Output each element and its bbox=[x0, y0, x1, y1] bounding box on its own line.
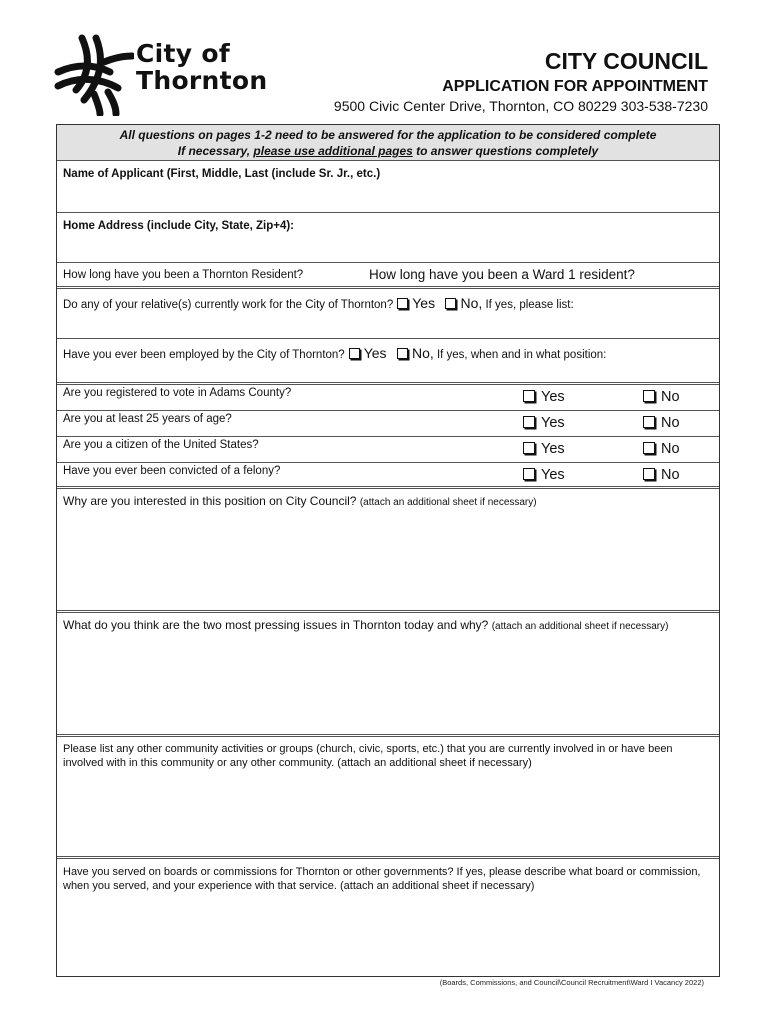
employment-question bbox=[63, 345, 606, 361]
activities-essay-field[interactable] bbox=[57, 737, 719, 859]
relatives-tail: If yes, please list: bbox=[485, 299, 574, 311]
yes-no-row-felony bbox=[57, 463, 719, 489]
interest-question bbox=[63, 494, 537, 508]
employment-yes-checkbox[interactable] bbox=[349, 348, 360, 359]
city-logo bbox=[54, 34, 294, 116]
yes-no-row-age bbox=[57, 411, 719, 437]
resident-duration-label: How long have you been a Thornton Resident? bbox=[63, 269, 304, 281]
additional-pages-text: please use additional pages bbox=[253, 144, 413, 158]
vote-yes-option[interactable] bbox=[523, 389, 565, 405]
relatives-question bbox=[63, 295, 574, 311]
application-form bbox=[56, 124, 720, 977]
applicant-name-label: Name of Applicant (First, Middle, Last (include Sr. Jr., etc.) bbox=[63, 168, 381, 180]
vote-no-checkbox[interactable] bbox=[643, 390, 655, 402]
interest-essay-field[interactable] bbox=[57, 489, 719, 613]
yes-no-row-citizen bbox=[57, 437, 719, 463]
thornton-emblem-icon bbox=[54, 34, 134, 116]
instructions-notice bbox=[57, 125, 719, 161]
age-yes-option[interactable] bbox=[523, 415, 565, 431]
home-address-field[interactable] bbox=[57, 213, 719, 263]
logo-line-1: City of bbox=[136, 39, 231, 68]
boards-essay-field[interactable] bbox=[57, 859, 719, 976]
relatives-yes-label: Yes bbox=[412, 295, 436, 311]
ward-duration-label: How long have you been a Ward 1 resident? bbox=[369, 267, 635, 282]
notice-line-2 bbox=[57, 143, 719, 159]
vote-question: Are you registered to vote in Adams County? bbox=[63, 387, 292, 399]
boards-question: Have you served on boards or commissions for Thornton or other governments? If yes, please describe what board or commission, when you served, and your experience with that service. (attach an additional sheet if necessary) bbox=[63, 866, 701, 892]
issues-essay-field[interactable] bbox=[57, 613, 719, 737]
age-no-checkbox[interactable] bbox=[643, 416, 655, 428]
age-yes-label: Yes bbox=[541, 415, 565, 431]
age-yes-checkbox[interactable] bbox=[523, 416, 535, 428]
vote-yes-label: Yes bbox=[541, 389, 565, 405]
employment-no-label: No, bbox=[411, 345, 434, 361]
relatives-field[interactable] bbox=[57, 289, 719, 339]
residency-row[interactable] bbox=[57, 263, 719, 289]
employment-yes-label: Yes bbox=[363, 345, 387, 361]
issues-label: What do you think are the two most pressing issues in Thornton today and why? bbox=[63, 618, 489, 632]
applicant-name-field[interactable] bbox=[57, 161, 719, 213]
issues-note: (attach an additional sheet if necessary) bbox=[491, 621, 669, 632]
felony-no-checkbox[interactable] bbox=[643, 468, 655, 480]
city-address: 9500 Civic Center Drive, Thornton, CO 80229 303-538-7230 bbox=[333, 98, 708, 114]
citizen-yes-label: Yes bbox=[541, 441, 565, 457]
notice-line-2-start: If necessary, bbox=[177, 144, 254, 158]
relatives-no-checkbox[interactable] bbox=[445, 298, 456, 309]
vote-yes-checkbox[interactable] bbox=[523, 390, 535, 402]
vote-no-label: No bbox=[661, 389, 680, 405]
felony-no-label: No bbox=[661, 467, 680, 483]
employment-tail: If yes, when and in what position: bbox=[436, 349, 607, 361]
felony-question: Have you ever been convicted of a felony? bbox=[63, 465, 281, 477]
age-question: Are you at least 25 years of age? bbox=[63, 413, 232, 425]
felony-no-option[interactable] bbox=[643, 467, 680, 483]
issues-question bbox=[63, 618, 668, 632]
felony-yes-option[interactable] bbox=[523, 467, 565, 483]
home-address-label: Home Address (include City, State, Zip+4): bbox=[63, 220, 294, 232]
interest-note: (attach an additional sheet if necessary) bbox=[359, 497, 537, 508]
relatives-label: Do any of your relative(s) currently work for the City of Thornton? bbox=[63, 299, 394, 311]
citizen-no-option[interactable] bbox=[643, 441, 680, 457]
page-subtitle: APPLICATION FOR APPOINTMENT bbox=[442, 78, 708, 95]
felony-yes-label: Yes bbox=[541, 467, 565, 483]
employment-label: Have you ever been employed by the City of Thornton? bbox=[63, 349, 345, 361]
activities-question: Please list any other community activities or groups (church, civic, sports, etc.) that you are currently involved in or have been involved with in this community or any other community. (attach an additional sheet if necessary) bbox=[63, 743, 673, 769]
page-title: CITY COUNCIL bbox=[544, 48, 708, 74]
notice-line-1: All questions on pages 1-2 need to be answered for the application to be considered complete bbox=[119, 128, 657, 142]
vote-no-option[interactable] bbox=[643, 389, 680, 405]
employment-field[interactable] bbox=[57, 339, 719, 385]
citizen-yes-option[interactable] bbox=[523, 441, 565, 457]
age-no-label: No bbox=[661, 415, 680, 431]
citizen-question: Are you a citizen of the United States? bbox=[63, 439, 259, 451]
logo-line-2: Thornton bbox=[136, 66, 268, 95]
age-no-option[interactable] bbox=[643, 415, 680, 431]
citizen-no-label: No bbox=[661, 441, 680, 457]
logo-wordmark bbox=[136, 40, 267, 94]
citizen-no-checkbox[interactable] bbox=[643, 442, 655, 454]
relatives-yes-checkbox[interactable] bbox=[397, 298, 408, 309]
employment-no-checkbox[interactable] bbox=[397, 348, 408, 359]
citizen-yes-checkbox[interactable] bbox=[523, 442, 535, 454]
yes-no-row-vote bbox=[57, 385, 719, 411]
interest-label: Why are you interested in this position on City Council? bbox=[63, 494, 357, 508]
file-path-footer: (Boards, Commissions, and Council\Council Recruitment\Ward I Vacancy 2022) bbox=[439, 978, 704, 987]
felony-yes-checkbox[interactable] bbox=[523, 468, 535, 480]
relatives-no-label: No, bbox=[460, 295, 483, 311]
notice-line-2-end: to answer questions completely bbox=[412, 144, 599, 158]
